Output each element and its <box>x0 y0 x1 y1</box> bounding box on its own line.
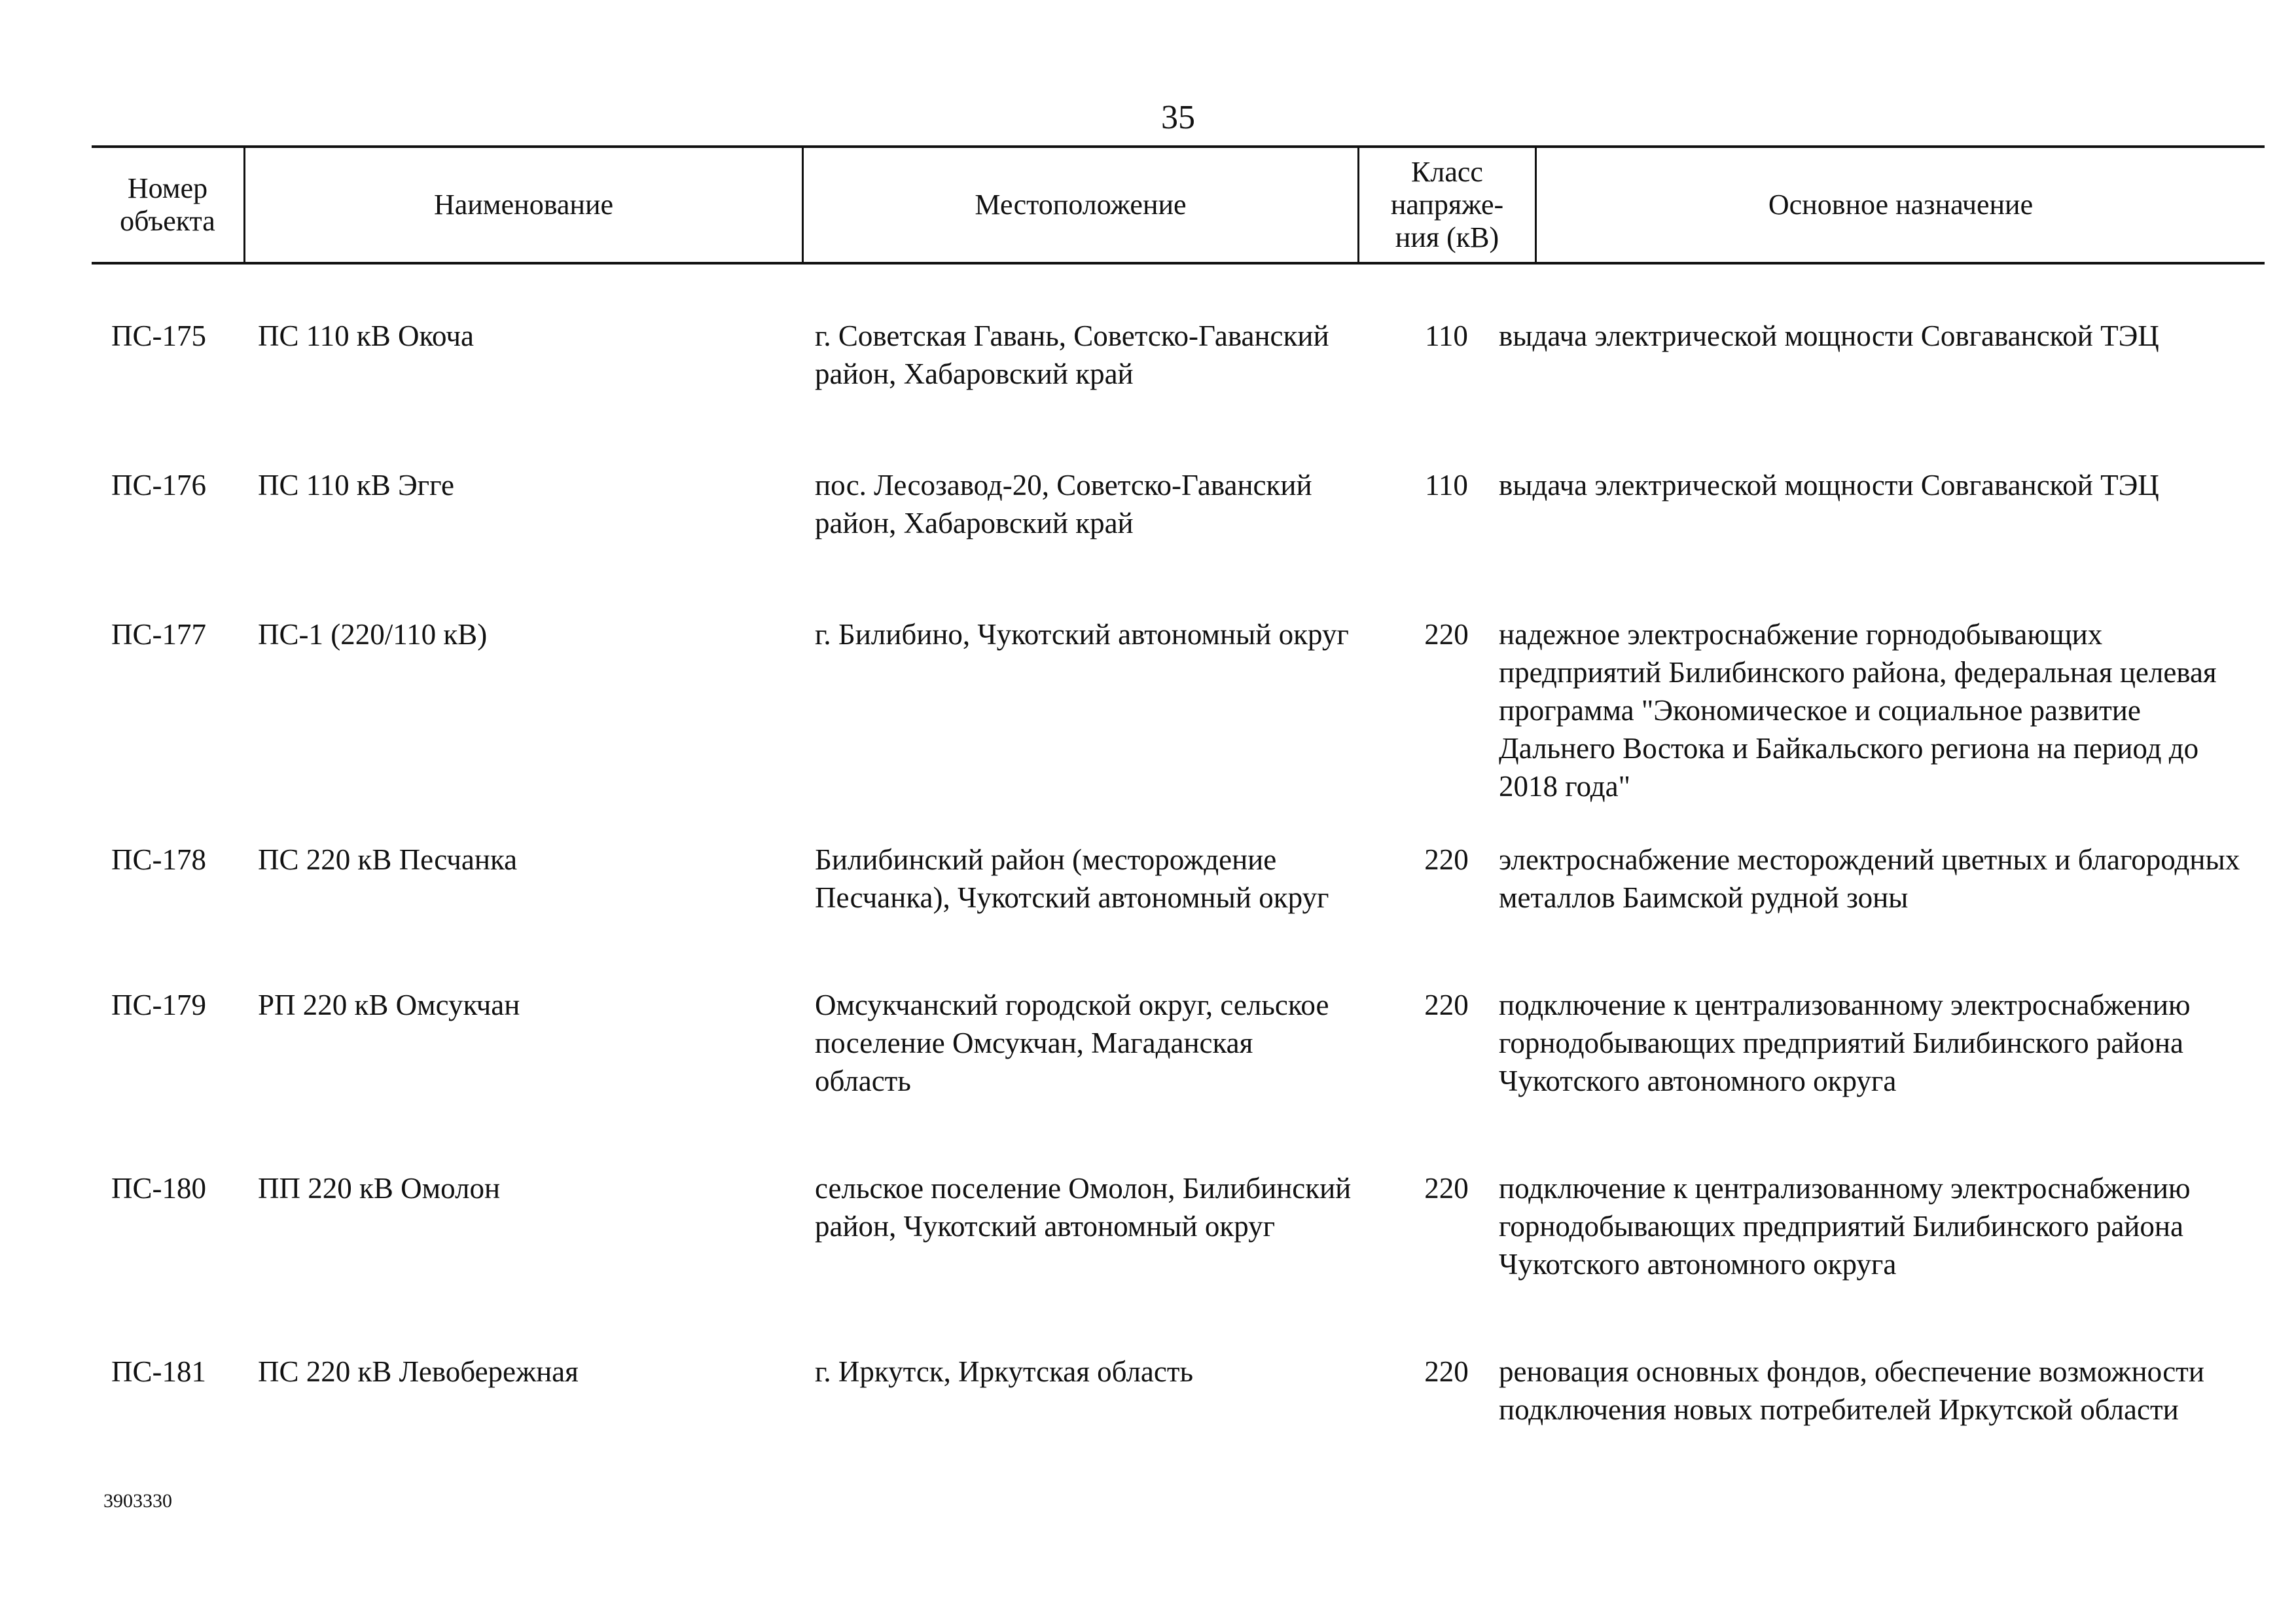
table-header <box>92 145 2265 264</box>
object-voltage: 220 <box>1424 1355 1469 1388</box>
object-name: РП 220 кВ Омсукчан <box>258 989 520 1021</box>
object-voltage: 220 <box>1424 989 1469 1021</box>
object-name: ПП 220 кВ Омолон <box>258 1172 501 1205</box>
object-location: пос. Лесозавод-20, Советско-Гаванский район, Хабаровский край <box>815 469 1312 539</box>
object-name: ПС 110 кВ Окоча <box>258 319 474 352</box>
object-number: ПС-176 <box>111 469 206 501</box>
document-code: 3903330 <box>103 1490 172 1512</box>
header-object-number: Номер объекта <box>120 172 215 237</box>
header-location: Местоположение <box>975 189 1187 221</box>
header-purpose: Основное назначение <box>1768 189 2034 221</box>
object-location: Омсукчанский городской округ, сельское поселение Омсукчан, Магаданская область <box>815 989 1329 1097</box>
object-purpose: подключение к централизованному электроснабжению горнодобывающих предприятий Билибинского района Чукотского автономного округа <box>1499 989 2191 1097</box>
object-voltage: 110 <box>1425 319 1468 352</box>
object-number: ПС-179 <box>111 989 206 1021</box>
object-location: сельское поселение Омолон, Билибинский район, Чукотский автономный округ <box>815 1172 1352 1243</box>
object-voltage: 220 <box>1424 1172 1469 1205</box>
objects-table <box>92 145 2265 1426</box>
object-number: ПС-181 <box>111 1355 206 1388</box>
page-number: 35 <box>1161 99 1195 136</box>
object-location: г. Советская Гавань, Советско-Гаванский район, Хабаровский край <box>815 319 1329 390</box>
object-location: г. Иркутск, Иркутская область <box>815 1355 1194 1388</box>
object-name: ПС-1 (220/110 кВ) <box>258 618 488 651</box>
object-name: ПС 110 кВ Эгге <box>258 469 454 501</box>
object-purpose: реновация основных фондов, обеспечение возможности подключения новых потребителей Иркутской области <box>1499 1355 2204 1426</box>
object-voltage: 220 <box>1424 843 1469 876</box>
object-purpose: надежное электроснабжение горнодобывающих предприятий Билибинского района, федеральная целевая программа "Экономическое и социальное развитие Дальнего Востока и Байкальского региона на период до 2018 года" <box>1499 618 2217 803</box>
object-voltage: 220 <box>1424 618 1469 651</box>
object-number: ПС-175 <box>111 319 206 352</box>
object-purpose: электроснабжение месторождений цветных и благородных металлов Баимской рудной зоны <box>1499 843 2240 914</box>
object-location: Билибинский район (месторождение Песчанка), Чукотский автономный округ <box>815 843 1329 914</box>
object-number: ПС-178 <box>111 843 206 876</box>
object-number: ПС-180 <box>111 1172 206 1205</box>
object-purpose: выдача электрической мощности Совгаванской ТЭЦ <box>1499 469 2159 501</box>
object-voltage: 110 <box>1425 469 1468 501</box>
object-number: ПС-177 <box>111 618 206 651</box>
header-name: Наименование <box>433 189 614 221</box>
object-name: ПС 220 кВ Песчанка <box>258 843 518 876</box>
header-voltage-class: Класс напряже- ния (кВ) <box>1390 156 1504 253</box>
object-name: ПС 220 кВ Левобережная <box>258 1355 579 1388</box>
object-purpose: выдача электрической мощности Совгаванской ТЭЦ <box>1499 319 2159 352</box>
object-location: г. Билибино, Чукотский автономный округ <box>815 618 1349 651</box>
object-purpose: подключение к централизованному электроснабжению горнодобывающих предприятий Билибинского района Чукотского автономного округа <box>1499 1172 2191 1281</box>
